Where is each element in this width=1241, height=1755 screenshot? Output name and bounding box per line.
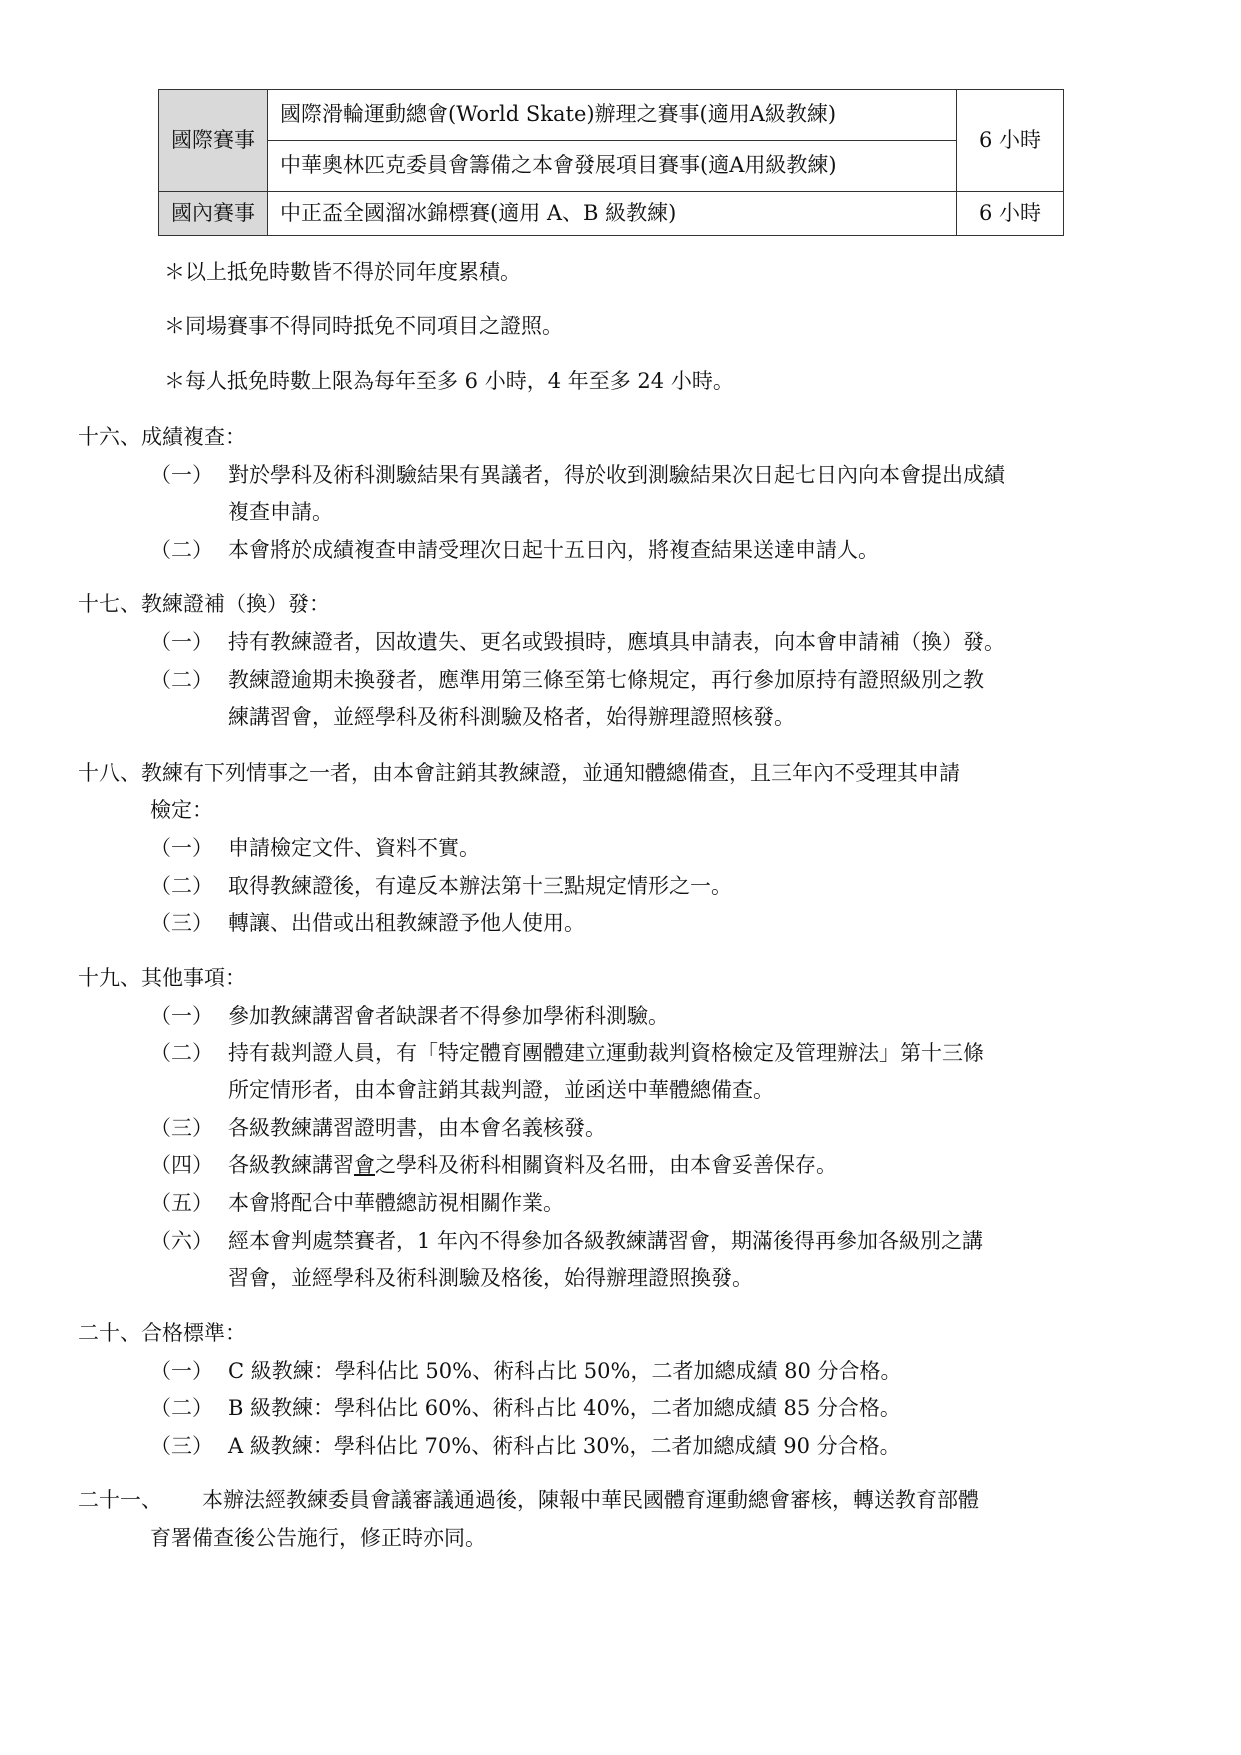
domestic-category-cell: 國內賽事	[159, 192, 268, 236]
section-20-title: 二十、合格標準：	[78, 1321, 246, 1345]
s16-item-1-line-1: 對於學科及術科測驗結果有異議者，得於收到測驗結果次日起七日內向本會提出成績	[228, 463, 1005, 487]
s19-item-5-text: 本會將配合中華體總訪視相關作業。	[228, 1191, 564, 1215]
s20-item-3-text: A 級教練：學科佔比 70%、術科占比 30%，二者加總成績 90 分合格。	[228, 1434, 901, 1458]
s19-item-6-line-1: 經本會判處禁賽者，1 年內不得參加各級教練講習會，期滿後得再參加各級別之講	[228, 1229, 984, 1253]
section-18-title-line-1: 十八、教練有下列情事之一者，由本會註銷其教練證，並通知體總備查，且三年內不受理其申請	[78, 761, 960, 785]
s19-item-2-line-1: 持有裁判證人員，有「特定體育團體建立運動裁判資格檢定及管理辦法」第十三條	[228, 1041, 984, 1065]
s17-item-2-line-1: 教練證逾期未換發者，應準用第三條至第七條規定，再行參加原持有證照級別之教	[228, 668, 984, 692]
s19-item-4-text	[228, 1155, 837, 1176]
s20-item-2-text: B 級教練：學科佔比 60%、術科占比 40%，二者加總成績 85 分合格。	[228, 1396, 901, 1420]
intl-event-2-cell: 中華奧林匹克委員會籌備之本會發展項目賽事(適A用級教練)	[268, 141, 957, 192]
table-row	[159, 141, 1064, 192]
s18-item-3-text: 轉讓、出借或出租教練證予他人使用。	[228, 911, 585, 935]
note-2: ＊同場賽事不得同時抵免不同項目之證照。	[164, 314, 563, 338]
international-category-cell: 國際賽事	[159, 90, 268, 192]
s16-item-1-line-2: 複查申請。	[228, 500, 333, 524]
s19-item-2-label: （二）	[150, 1041, 213, 1065]
s19-item-4-text-post: 之學科及術科相關資料及名冊，由本會妥善保存。	[375, 1153, 837, 1177]
s19-item-6-line-2: 習會，並經學科及術科測驗及格後，始得辦理證照換發。	[228, 1266, 753, 1290]
s18-item-1-text: 申請檢定文件、資料不實。	[228, 836, 480, 860]
s19-item-1-text: 參加教練講習會者缺課者不得參加學術科測驗。	[228, 1004, 669, 1028]
table-row	[159, 90, 1064, 141]
s19-item-4-underlined-char: 會	[354, 1153, 375, 1177]
s18-item-3-label: （三）	[150, 911, 213, 935]
s16-item-2-label: （二）	[150, 538, 213, 562]
s16-item-2-text: 本會將於成績複查申請受理次日起十五日內，將複查結果送達申請人。	[228, 538, 879, 562]
s19-item-2-line-2: 所定情形者，由本會註銷其裁判證，並函送中華體總備查。	[228, 1078, 774, 1102]
domestic-event-cell: 中正盃全國溜冰錦標賽(適用 A、B 級教練)	[268, 192, 957, 236]
section-21-line-1: 本辦法經教練委員會議審議通過後，陳報中華民國體育運動總會審核，轉送教育部體	[202, 1488, 979, 1512]
s19-item-3-label: （三）	[150, 1116, 213, 1140]
s17-item-2-label: （二）	[150, 668, 213, 692]
section-16-title: 十六、成績複查：	[78, 425, 246, 449]
s20-item-3-label: （三）	[150, 1434, 213, 1458]
s19-item-4-label: （四）	[150, 1153, 213, 1177]
s16-item-1-label: （一）	[150, 463, 213, 487]
section-21-label: 二十一、	[78, 1488, 162, 1512]
s18-item-1-label: （一）	[150, 836, 213, 860]
s17-item-1-label: （一）	[150, 630, 213, 654]
note-1: ＊以上抵免時數皆不得於同年度累積。	[164, 260, 521, 284]
s18-item-2-label: （二）	[150, 874, 213, 898]
s19-item-1-label: （一）	[150, 1004, 213, 1028]
domestic-hours-cell: 6 小時	[957, 192, 1064, 236]
s19-item-5-label: （五）	[150, 1191, 213, 1215]
section-18-title-line-2: 檢定：	[150, 798, 213, 822]
credit-hours-table	[158, 89, 1064, 236]
s18-item-2-text: 取得教練證後，有違反本辦法第十三點規定情形之一。	[228, 874, 732, 898]
intl-event-1-cell: 國際滑輪運動總會(World Skate)辦理之賽事(適用A級教練)	[268, 90, 957, 141]
s20-item-2-label: （二）	[150, 1396, 213, 1420]
note-3: ＊每人抵免時數上限為每年至多 6 小時，4 年至多 24 小時。	[164, 369, 734, 393]
s19-item-3-text: 各級教練講習證明書，由本會名義核發。	[228, 1116, 606, 1140]
s17-item-2-line-2: 練講習會，並經學科及術科測驗及格者，始得辦理證照核發。	[228, 705, 795, 729]
section-17-title: 十七、教練證補（換）發：	[78, 592, 330, 616]
s20-item-1-label: （一）	[150, 1359, 213, 1383]
intl-hours-cell: 6 小時	[957, 90, 1064, 192]
s17-item-1-text: 持有教練證者，因故遺失、更名或毀損時，應填具申請表，向本會申請補（換）發。	[228, 630, 1005, 654]
s19-item-4-text-pre: 各級教練講習	[228, 1153, 354, 1177]
s20-item-1-text: C 級教練：學科佔比 50%、術科占比 50%，二者加總成績 80 分合格。	[228, 1359, 902, 1383]
table-row	[159, 192, 1064, 236]
section-21-line-2: 育署備查後公告施行，修正時亦同。	[150, 1526, 486, 1550]
s19-item-6-label: （六）	[150, 1229, 213, 1253]
section-19-title: 十九、其他事項：	[78, 966, 246, 990]
